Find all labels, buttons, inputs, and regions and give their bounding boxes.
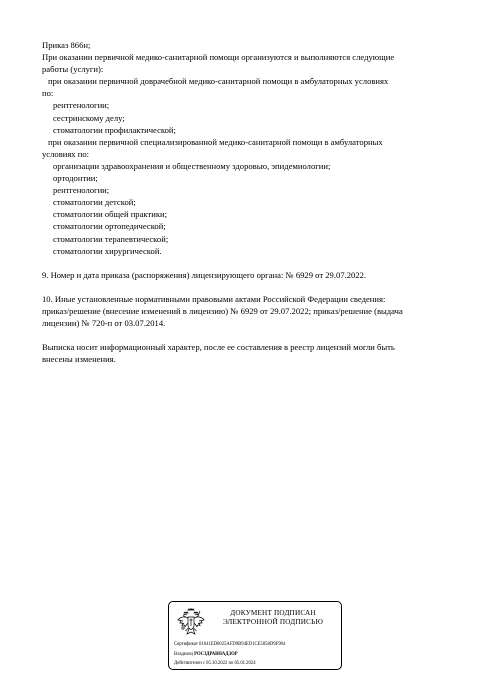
services-list <box>42 39 474 257</box>
document-line: стоматологии профилактической; <box>53 124 176 135</box>
signature-details <box>174 640 338 669</box>
document-line: стоматологии детской; <box>53 197 136 208</box>
document-line: по: <box>42 88 54 99</box>
signature-owner-label: Владелец <box>174 651 193 657</box>
document-line: при оказании первичной специализированной медико-санитарной помощи в амбулаторных <box>48 136 383 147</box>
signature-owner: РОСЗДРАВНАДЗОР <box>194 651 238 657</box>
document-body <box>42 39 474 366</box>
signature-title-line-1: ДОКУМЕНТ ПОДПИСАН <box>230 609 316 617</box>
document-line: при оказании первичной доврачебной медико-санитарной помощи в амбулаторных условиях <box>48 76 389 87</box>
document-line: работы (услуги): <box>42 64 104 75</box>
document-line: сестринскому делу; <box>53 112 125 123</box>
document-line: При оказании первичной медико-санитарной помощи организуются и выполняются следующие <box>42 52 395 63</box>
document-line: стоматологии терапевтической; <box>53 233 169 244</box>
document-line: стоматологии общей практики; <box>53 209 167 220</box>
item-9-order-number: 9. Номер и дата приказа (распоряжения) лицензирующего органа: № 6929 от 29.07.2022. <box>42 269 367 280</box>
signature-owner-row <box>174 650 338 660</box>
item-10-line-3: лицензии) № 720-п от 03.07.2014. <box>42 318 166 329</box>
signature-validity: Действителен с 05.10.2022 по 05.01.2024 <box>174 661 256 667</box>
signature-title <box>209 609 337 627</box>
document-line: ортодонтии; <box>53 173 98 184</box>
notice-line-1: Выписка носит информационный характер, после ее составления в реестр лицензий могли быть <box>42 342 395 353</box>
item-10-line-1: 10. Иные установленные нормативными правовыми актами Российской Федерации сведения: <box>42 293 386 304</box>
russian-coat-of-arms-icon <box>177 608 205 638</box>
document-line: Приказ 866н; <box>42 40 91 50</box>
document-line: организации здравоохранения и общественному здоровью, эпидемиологии; <box>53 160 331 171</box>
document-line: рентгенологии; <box>53 100 110 111</box>
document-line: рентгенологии; <box>53 185 110 196</box>
notice-line-2: внесены изменения. <box>42 354 116 365</box>
item-10-line-2: приказ/решение (внесение изменений в лицензию) № 6929 от 29.07.2022; приказ/решение (выдача <box>42 306 403 317</box>
electronic-signature-stamp <box>168 601 342 670</box>
document-line: стоматологии ортопедической; <box>53 221 166 232</box>
document-line: стоматологии хирургической. <box>53 245 162 256</box>
signature-certificate: Сертификат 01641ED0025AFD9B94ED1CE5058D9F984 <box>174 642 286 647</box>
signature-title-line-2: ЭЛЕКТРОННОЙ ПОДПИСЬЮ <box>222 618 324 626</box>
document-line: условиях по: <box>42 148 90 159</box>
